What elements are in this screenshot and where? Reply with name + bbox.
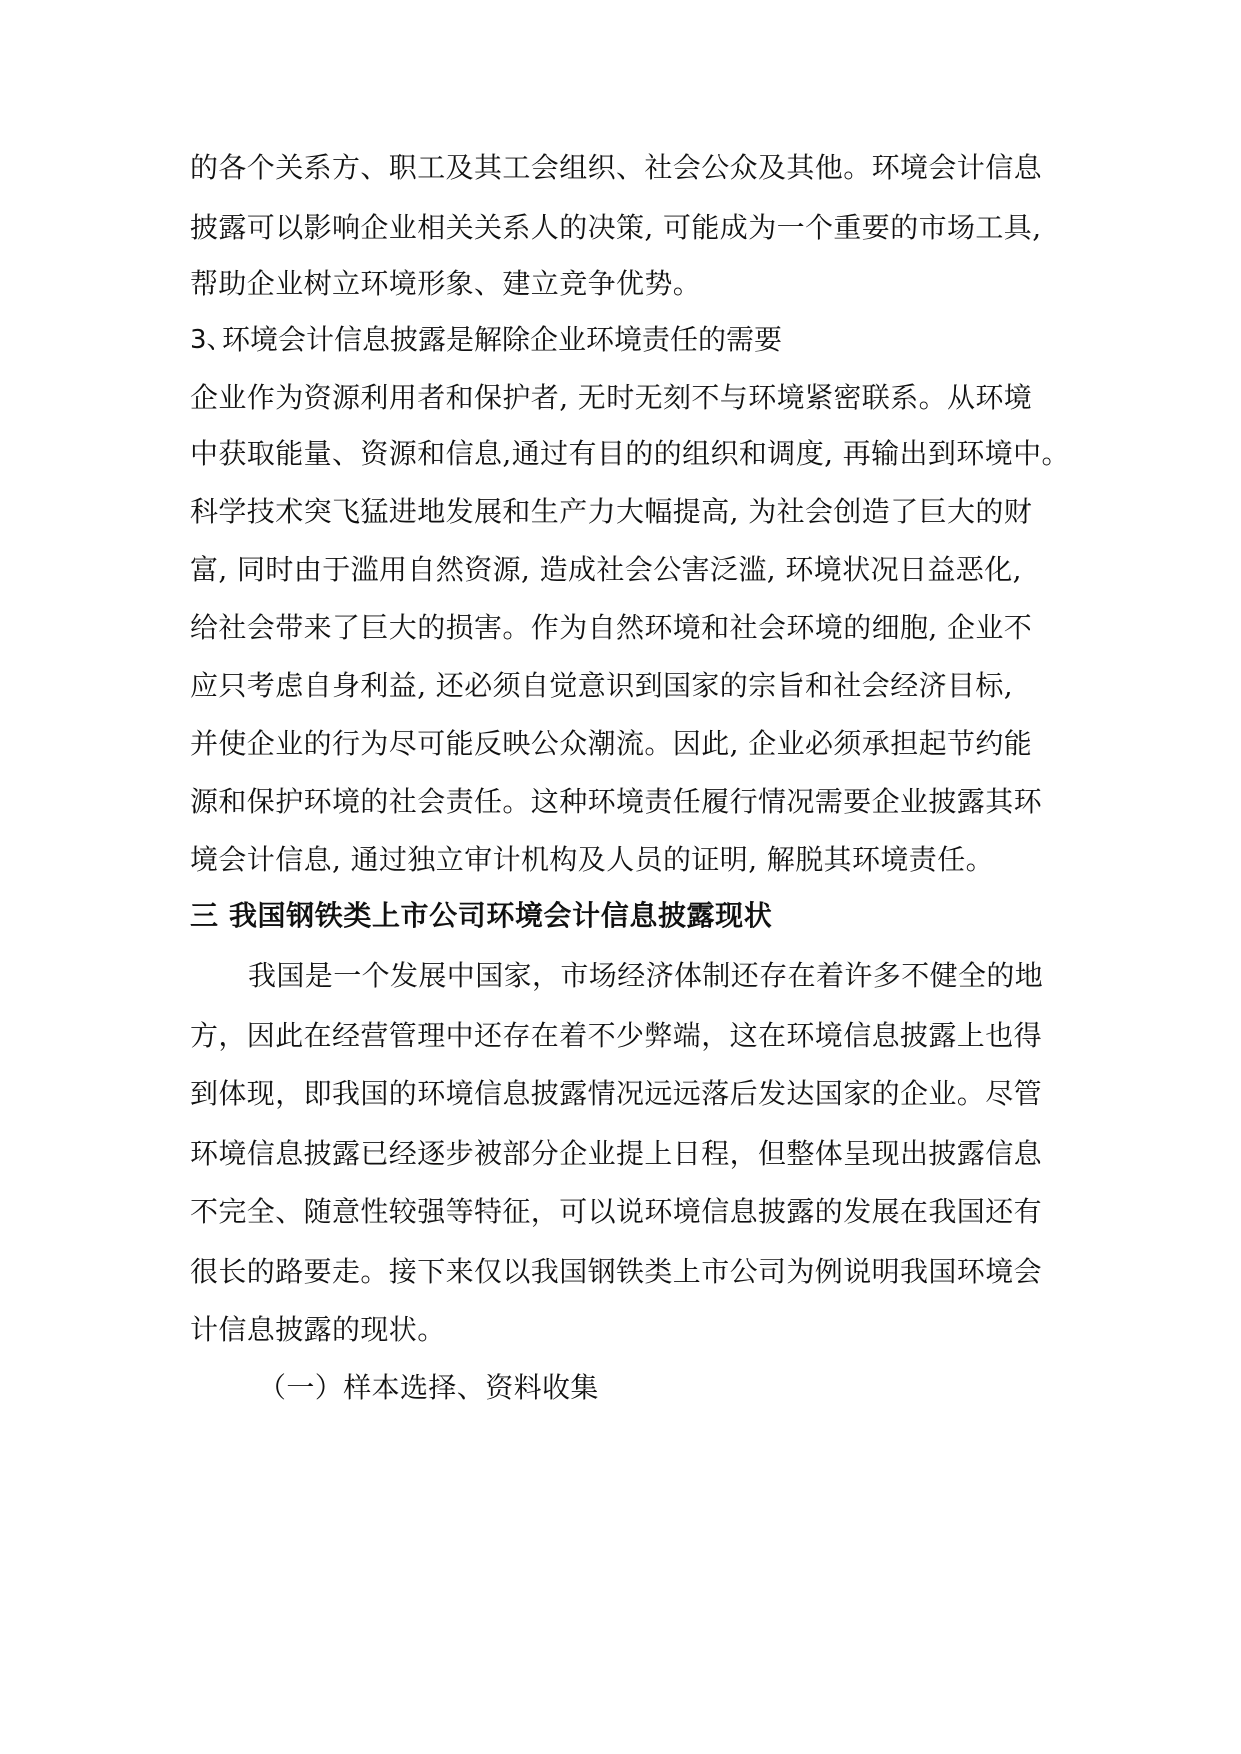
section-heading: 三 我国钢铁类上市公司环境会计信息披露现状	[190, 899, 773, 932]
paragraph-line: 源和保护环境的社会责任。这种环境责任履行情况需要企业披露其环	[190, 785, 1043, 818]
paragraph-line: 方，因此在经营管理中还存在着不少弊端，这在环境信息披露上也得	[190, 1019, 1043, 1052]
paragraph-line: 帮助企业树立环境形象、建立竞争优势。	[190, 267, 702, 300]
subsection-heading: （一）样本选择、资料收集	[258, 1371, 599, 1404]
paragraph-line: 并使企业的行为尽可能反映公众潮流。因此, 企业必须承担起节约能	[190, 727, 1033, 760]
paragraph-line: 很长的路要走。接下来仅以我国钢铁类上市公司为例说明我国环境会	[190, 1255, 1043, 1288]
paragraph-line: 不完全、随意性较强等特征，可以说环境信息披露的发展在我国还有	[190, 1195, 1043, 1228]
paragraph-line: 企业作为资源利用者和保护者, 无时无刻不与环境紧密联系。从环境	[190, 381, 1033, 414]
paragraph-line: 应只考虑自身利益, 还必须自觉意识到国家的宗旨和社会经济目标,	[190, 669, 1014, 702]
paragraph-line: 境会计信息, 通过独立审计机构及人员的证明, 解脱其环境责任。	[190, 843, 995, 876]
paragraph-line: 披露可以影响企业相关关系人的决策, 可能成为一个重要的市场工具,	[190, 211, 1042, 244]
paragraph-line: 富, 同时由于滥用自然资源, 造成社会公害泛滥, 环境状况日益恶化,	[190, 553, 1022, 586]
paragraph-line: 我国是一个发展中国家，市场经济体制还存在着许多不健全的地	[248, 959, 1044, 992]
paragraph-line: 科学技术突飞猛进地发展和生产力大幅提高, 为社会创造了巨大的财	[190, 495, 1033, 528]
paragraph-line: 到体现，即我国的环境信息披露情况远远落后发达国家的企业。尽管	[190, 1077, 1043, 1110]
paragraph-line: 环境信息披露已经逐步被部分企业提上日程，但整体呈现出披露信息	[190, 1137, 1043, 1170]
item-title: 环境会计信息披露是解除企业环境责任的需要	[222, 323, 783, 356]
item-number: 3、	[190, 325, 233, 355]
paragraph-line: 计信息披露的现状。	[190, 1313, 446, 1346]
paragraph-line: 给社会带来了巨大的损害。作为自然环境和社会环境的细胞, 企业不	[190, 611, 1033, 644]
paragraph-line: 的各个关系方、职工及其工会组织、社会公众及其他。环境会计信息	[190, 151, 1043, 184]
paragraph-line: 中获取能量、资源和信息,通过有目的的组织和调度, 再输出到环境中。	[190, 437, 1070, 470]
